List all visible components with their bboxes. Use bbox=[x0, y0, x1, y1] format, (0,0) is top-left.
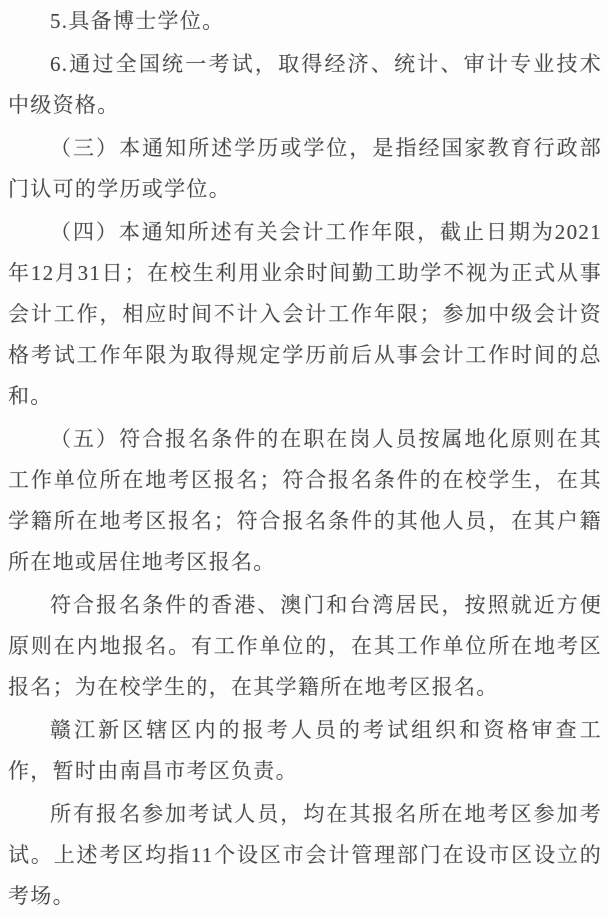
paragraph: （三）本通知所述学历或学位，是指经国家教育行政部门认可的学历或学位。 bbox=[8, 136, 602, 201]
paragraph: （四）本通知所述有关会计工作年限，截止日期为2021年12月31日；在校生利用业余时间勤工助学不视为正式从事会计工作，相应时间不计入会计工作年限；参加中级会计资格考试工作年限为取得规定学历前后从事会计工作时间的总和。 bbox=[8, 220, 602, 408]
paragraph: 所有报名参加考试人员，均在其报名所在地考区参加考试。上述考区均指11个设区市会计管理部门在设市区设立的考场。 bbox=[8, 802, 602, 908]
paragraph: 5.具备博士学位。 bbox=[50, 9, 225, 33]
paragraph: 赣江新区辖区内的报考人员的考试组织和资格审查工作，暂时由南昌市考区负责。 bbox=[8, 718, 602, 783]
paragraph: （五）符合报名条件的在职在岗人员按属地化原则在其工作单位所在地考区报名；符合报名条件的在校学生，在其学籍所在地考区报名；符合报名条件的其他人员，在其户籍所在地或居住地考区报名。 bbox=[8, 427, 602, 574]
paragraph: 符合报名条件的香港、澳门和台湾居民，按照就近方便原则在内地报名。有工作单位的，在其工作单位所在地考区报名；为在校学生的，在其学籍所在地考区报名。 bbox=[8, 593, 602, 699]
paragraph: 6.通过全国统一考试，取得经济、统计、审计专业技术中级资格。 bbox=[8, 52, 602, 117]
